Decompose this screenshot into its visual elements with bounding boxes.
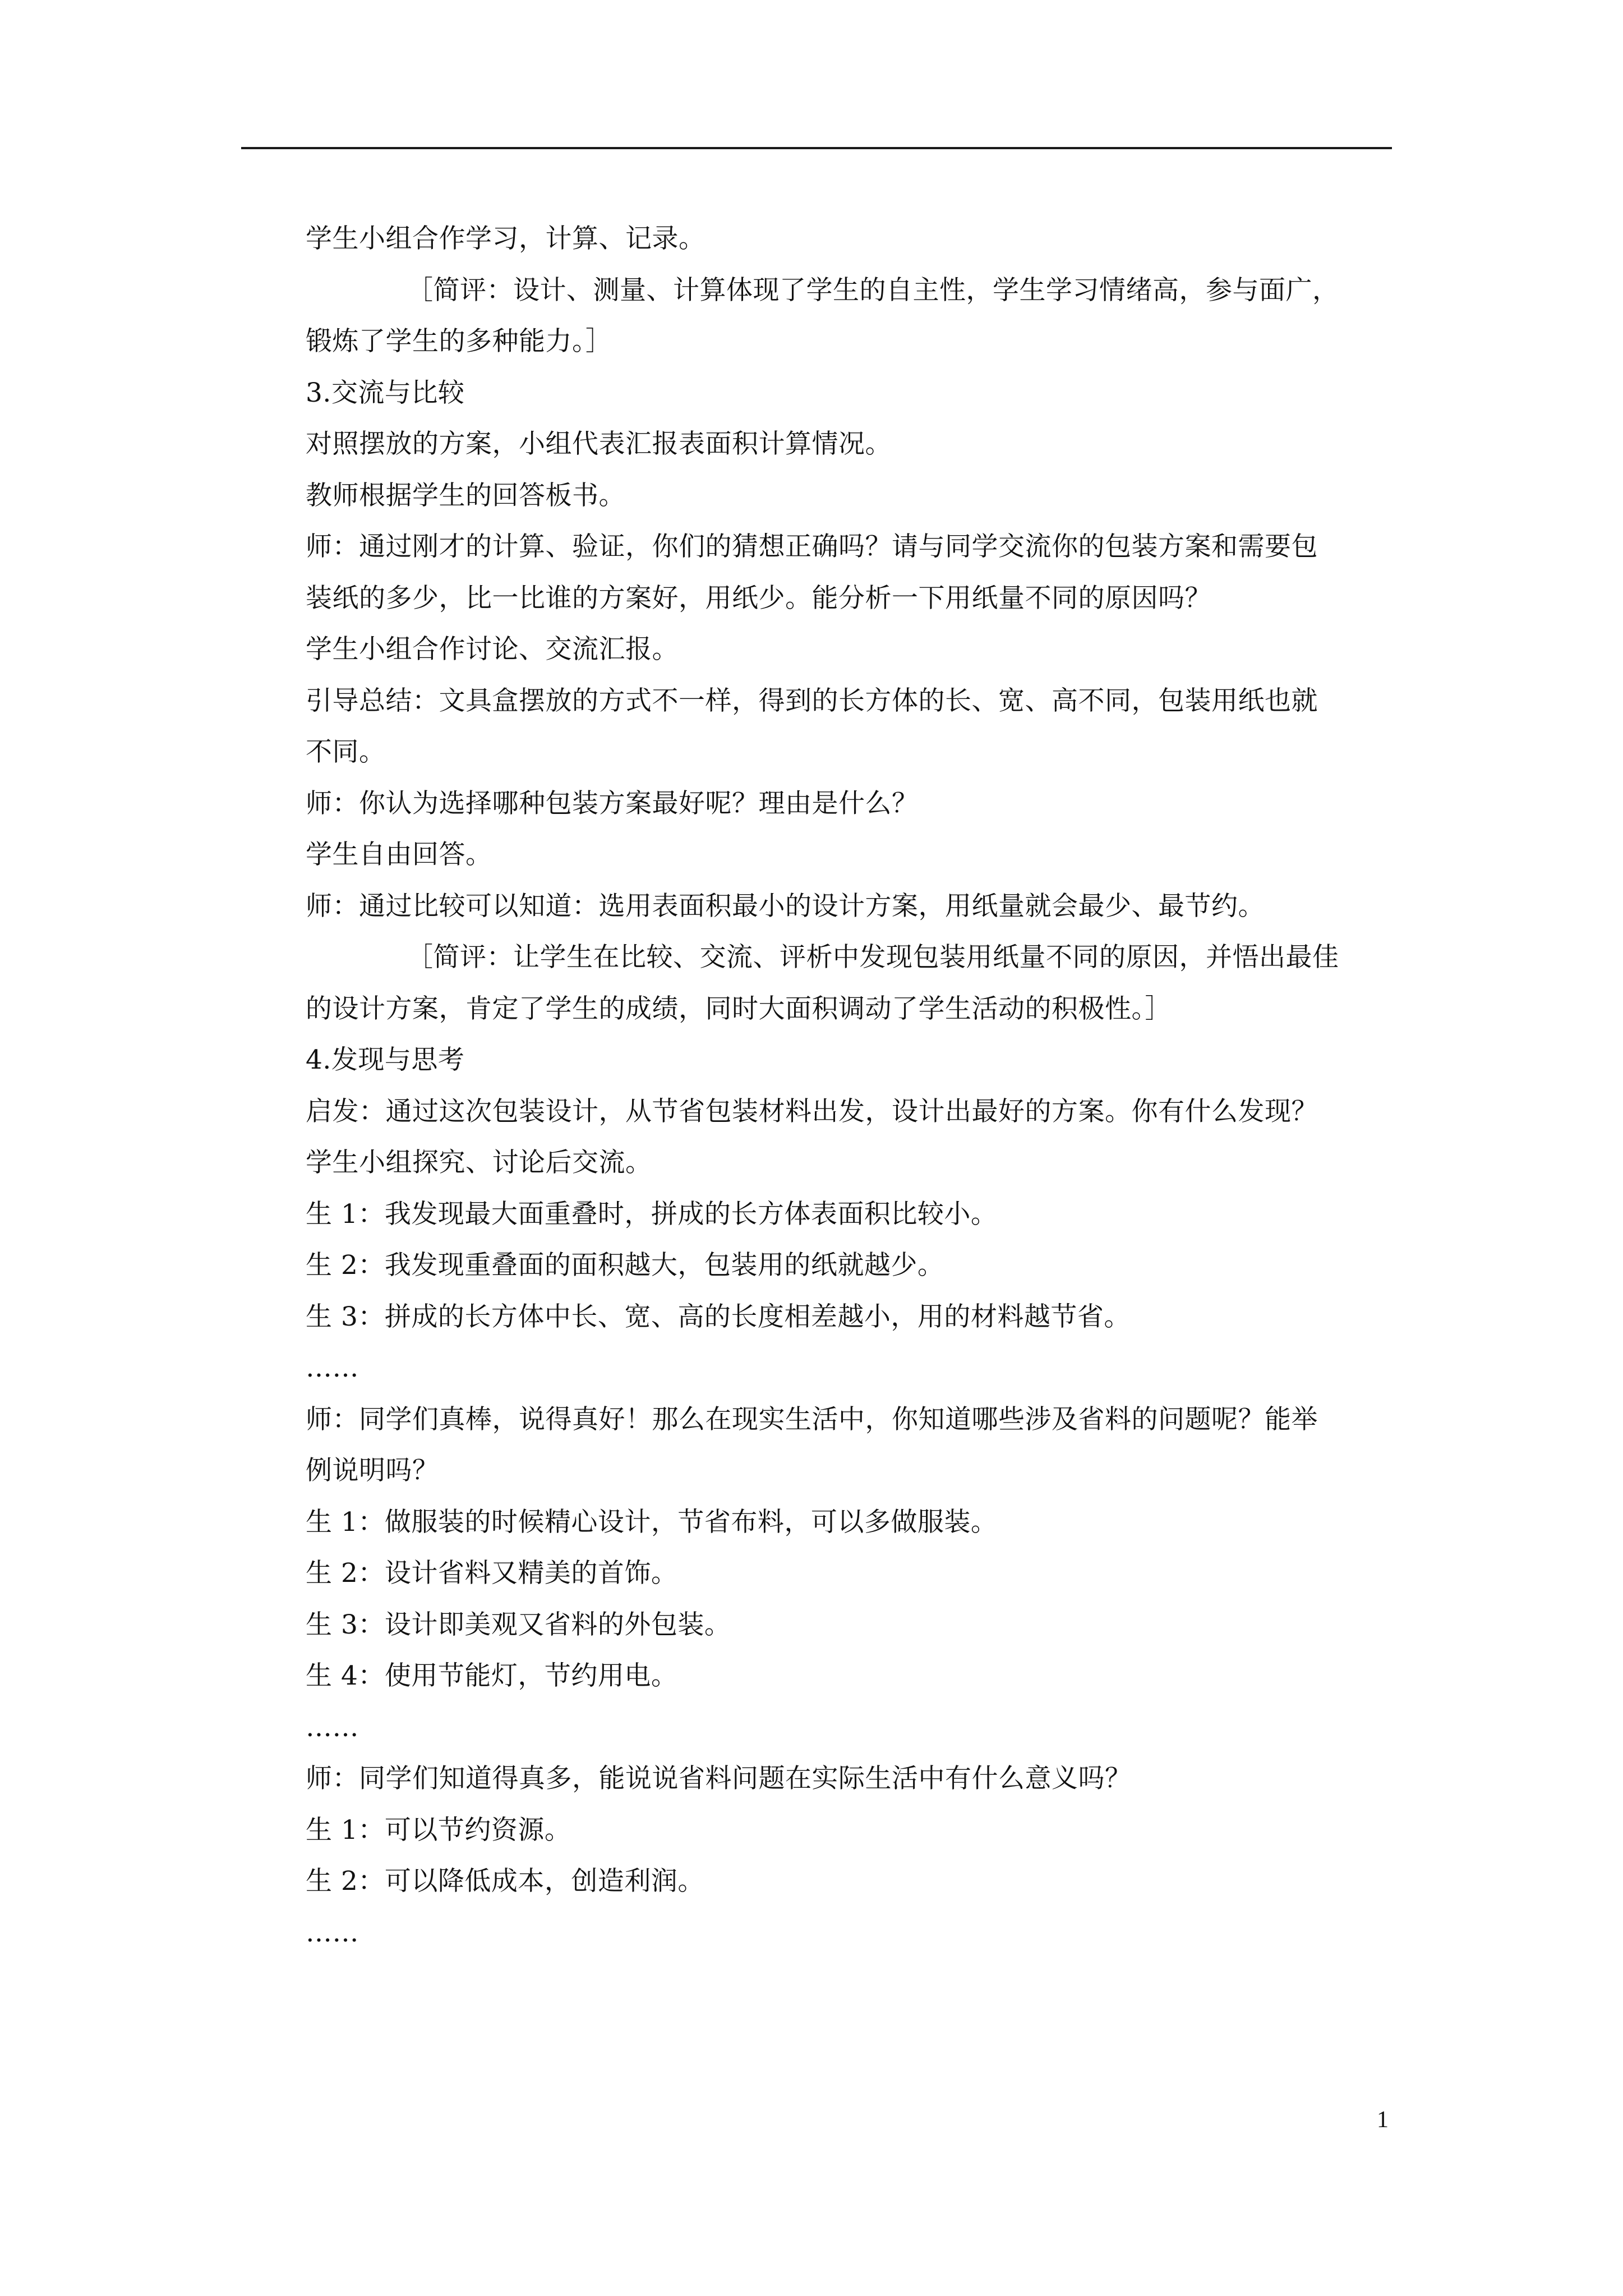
paragraph-line: 生 1：我发现最大面重叠时，拼成的长方体表面积比较小。 [306,1198,998,1230]
comment-line: ［简评：设计、测量、计算体现了学生的自主性，学生学习情绪高，参与面广， [407,274,1339,306]
comment-line: 的设计方案，肯定了学生的成绩，同时大面积调动了学生活动的积极性。］ [306,993,1172,1024]
paragraph-line: 师：你认为选择哪种包装方案最好呢？理由是什么？ [306,788,919,819]
comment-line: 锻炼了学生的多种能力。］ [306,326,612,357]
page-number: 1 [1377,2107,1389,2133]
paragraph-line: 启发：通过这次包装设计，从节省包装材料出发，设计出最好的方案。你有什么发现？ [306,1096,1318,1127]
paragraph-line: 对照摆放的方案，小组代表汇报表面积计算情况。 [306,429,892,459]
paragraph-line: 不同。 [306,737,386,767]
paragraph-line: 生 1：做服装的时候精心设计，节省布料，可以多做服装。 [306,1506,998,1538]
paragraph-line: 学生小组合作学习，计算、记录。 [306,223,706,254]
paragraph-line: 生 2：设计省料又精美的首饰。 [306,1558,678,1589]
header-rule [241,147,1392,149]
paragraph-line: 师：通过比较可以知道：选用表面积最小的设计方案，用纸量就会最少、最节约。 [306,890,1265,922]
section-heading: 3.交流与比较 [306,377,465,408]
comment-line: ［简评：让学生在比较、交流、评析中发现包装用纸量不同的原因，并悟出最佳 [407,942,1339,973]
paragraph-line: 生 2：可以降低成本，创造利润。 [306,1866,704,1897]
ellipsis-line: …… [306,1352,359,1383]
ellipsis-line: …… [306,1711,359,1743]
ellipsis-line: …… [306,1917,359,1948]
paragraph-line: 学生小组合作讨论、交流汇报。 [306,634,679,665]
document-body [306,213,1399,1958]
paragraph-line: 师：通过刚才的计算、验证，你们的猜想正确吗？请与同学交流你的包装方案和需要包 [306,531,1318,562]
section-heading: 4.发现与思考 [306,1045,465,1075]
paragraph-line: 教师根据学生的回答板书。 [306,480,625,511]
paragraph-line: 生 4：使用节能灯，节约用电。 [306,1660,678,1691]
paragraph-line: 师：同学们真棒，说得真好！那么在现实生活中，你知道哪些涉及省料的问题呢？能举 [306,1404,1318,1435]
paragraph-line: 学生小组探究、讨论后交流。 [306,1147,652,1178]
paragraph-line: 例说明吗？ [306,1455,439,1486]
paragraph-line: 师：同学们知道得真多，能说说省料问题在实际生活中有什么意义吗？ [306,1763,1132,1794]
paragraph-line: 生 1：可以节约资源。 [306,1814,571,1846]
paragraph-line: 引导总结：文具盒摆放的方式不一样，得到的长方体的长、宽、高不同，包装用纸也就 [306,685,1318,716]
paragraph-line: 生 3：拼成的长方体中长、宽、高的长度相差越小，用的材料越节省。 [306,1301,1131,1332]
paragraph-line: 学生自由回答。 [306,839,492,870]
paragraph-line: 生 3：设计即美观又省料的外包装。 [306,1609,731,1640]
paragraph-line: 生 2：我发现重叠面的面积越大，包装用的纸就越少。 [306,1250,944,1281]
paragraph-line: 装纸的多少，比一比谁的方案好，用纸少。能分析一下用纸量不同的原因吗？ [306,582,1211,614]
